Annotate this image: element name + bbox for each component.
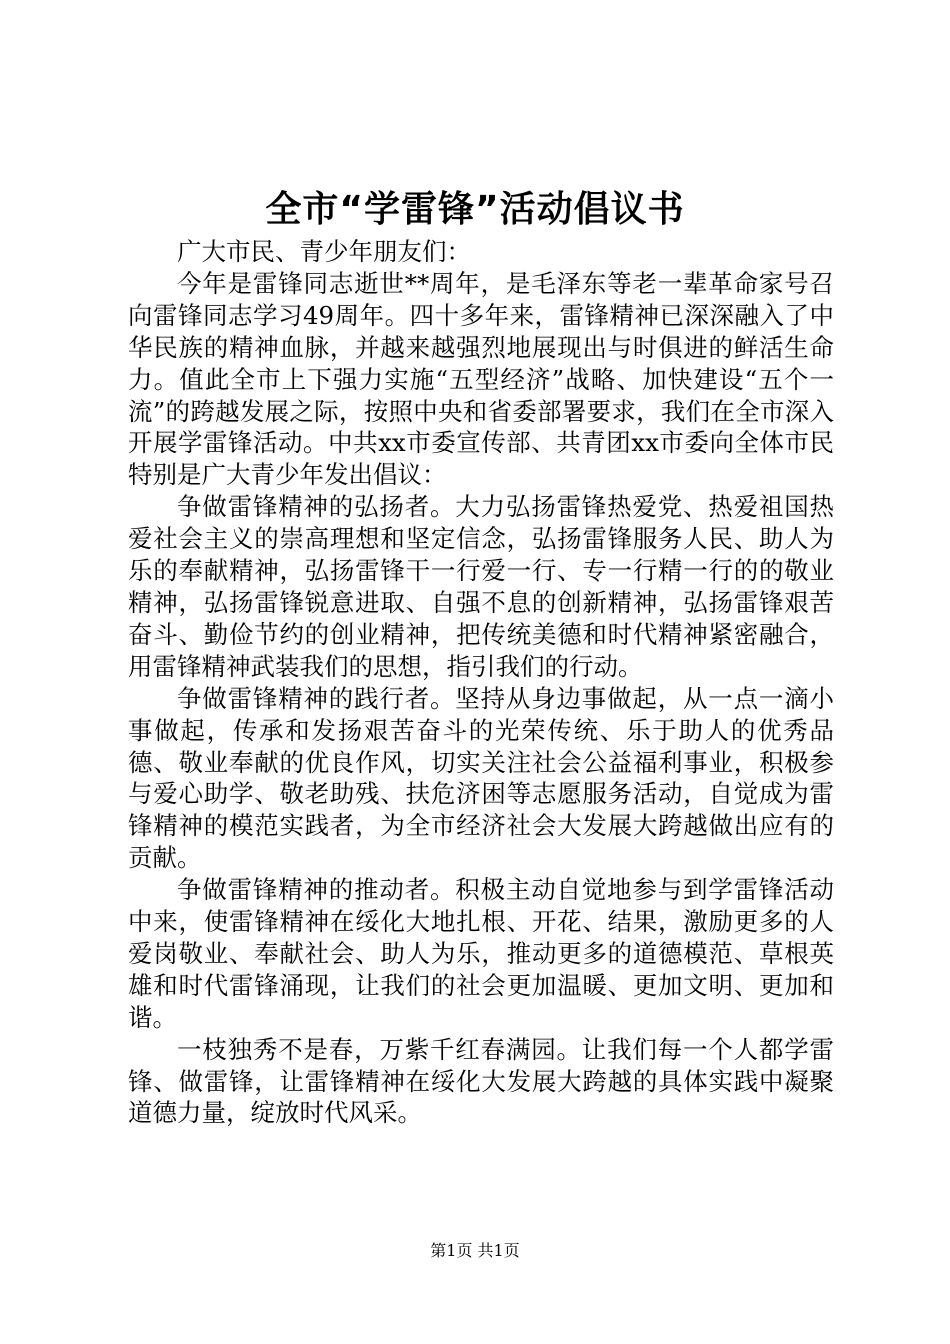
paragraph-promoter: 争做雷锋精神的弘扬者。大力弘扬雷锋热爱党、热爱祖国热爱社会主义的崇高理想和坚定信念，弘扬雷锋服务人民、助人为乐的奉献精神，弘扬雷锋干一行爱一行、专一行精一行的的敬业精神，弘扬雷锋锐意进取、自强不息的创新精神，弘扬雷锋艰苦奋斗、勤俭节约的创业精神，把传统美德和时代精神紧密融合，用雷锋精神武装我们的思想，指引我们的行动。 bbox=[128, 492, 834, 681]
salutation: 广大市民、青少年朋友们： bbox=[177, 237, 471, 266]
document-body bbox=[128, 236, 834, 1129]
page-number: 第1页 共1页 bbox=[430, 1241, 520, 1260]
document-title: 全市“学雷锋”活动倡议书 bbox=[265, 189, 685, 230]
paragraph-driver: 争做雷锋精神的推动者。积极主动自觉地参与到学雷锋活动中来，使雷锋精神在绥化大地扎根、开花、结果，激励更多的人爱岗敬业、奉献社会、助人为乐，推动更多的道德模范、草根英雄和时代雷锋涌现，让我们的社会更加温暖、更加文明、更加和谐。 bbox=[128, 875, 834, 1032]
paragraph-practitioner: 争做雷锋精神的践行者。坚持从身边事做起，从一点一滴小事做起，传承和发扬艰苦奋斗的光荣传统、乐于助人的优秀品德、敬业奉献的优良作风，切实关注社会公益福利事业，积极参与爱心助学、敬老助残、扶危济困等志愿服务活动，自觉成为雷锋精神的模范实践者，为全市经济社会大发展大跨越做出应有的贡献。 bbox=[128, 683, 834, 873]
paragraph-closing: 一枝独秀不是春，万紫千红春满园。让我们每一个人都学雷锋、做雷锋，让雷锋精神在绥化大发展大跨越的具体实践中凝聚道德力量，绽放时代风采。 bbox=[128, 1034, 834, 1128]
paragraph-intro: 今年是雷锋同志逝世**周年，是毛泽东等老一辈革命家号召向雷锋同志学习49周年。四十多年来，雷锋精神已深深融入了中华民族的精神血脉，并越来越强烈地展现出与时俱进的鲜活生命力。值此全市上下强力实施“五型经济”战略、加快建设“五个一流”的跨越发展之际，按照中央和省委部署要求，我们在全市深入开展学雷锋活动。中共xx市委宣传部、共青团xx市委向全体市民特别是广大青少年发出倡议： bbox=[128, 268, 834, 490]
